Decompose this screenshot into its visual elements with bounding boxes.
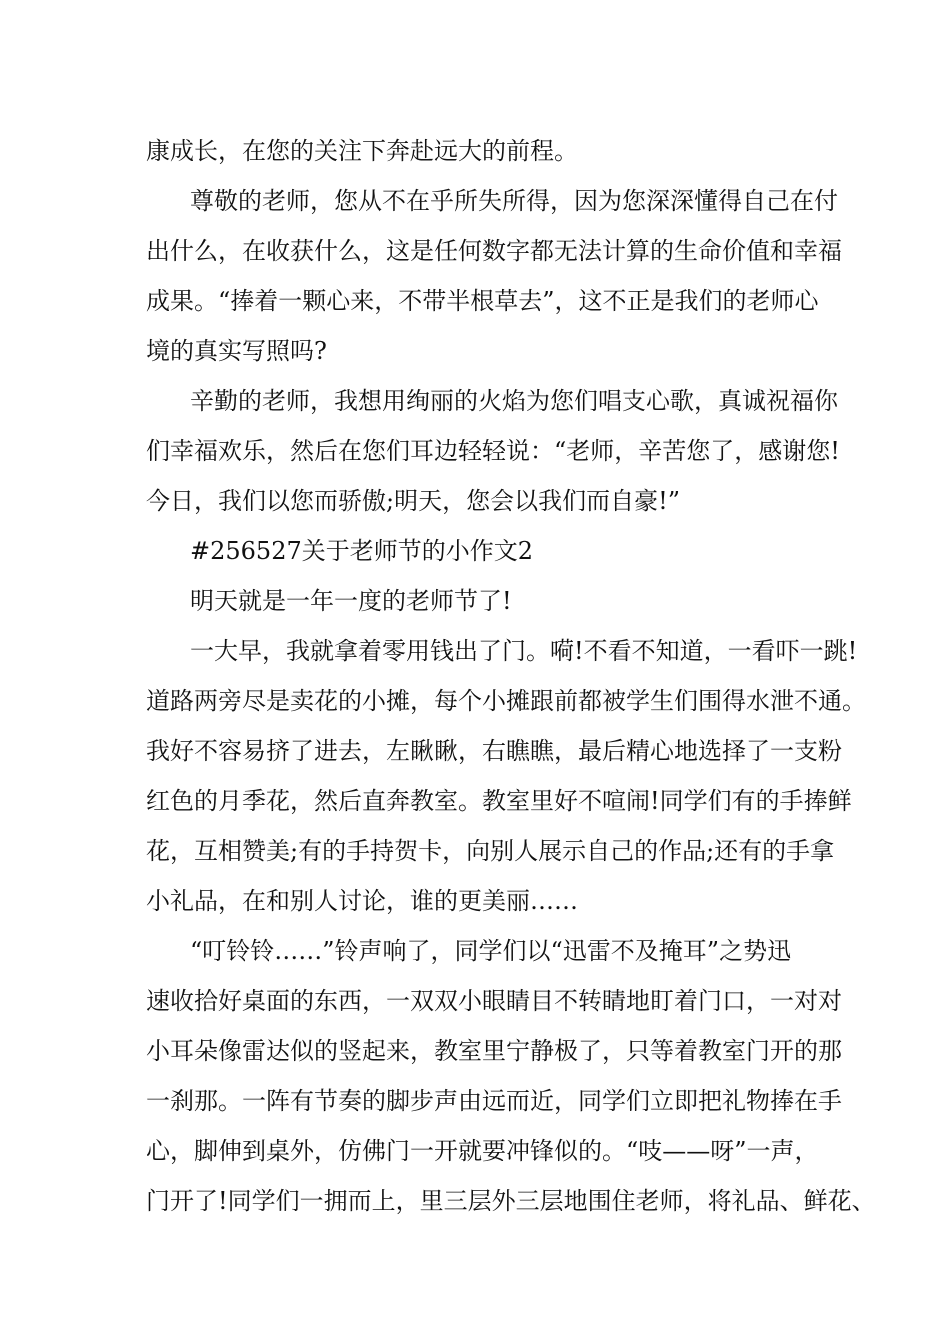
text-line: 门开了!同学们一拥而上，里三层外三层地围住老师，将礼品、鲜花、: [146, 1187, 876, 1215]
text-line: 康成长，在您的关注下奔赴远大的前程。: [146, 137, 578, 165]
text-line: 小耳朵像雷达似的竖起来，教室里宁静极了，只等着教室门开的那: [146, 1037, 842, 1065]
text-line: 境的真实写照吗?: [146, 337, 327, 365]
text-line: 速收拾好桌面的东西，一双双小眼睛目不转睛地盯着门口，一对对: [146, 987, 842, 1015]
text-line: 辛勤的老师，我想用绚丽的火焰为您们唱支心歌，真诚祝福你: [190, 387, 838, 415]
text-line: 出什么，在收获什么，这是任何数字都无法计算的生命价值和幸福: [146, 237, 842, 265]
text-line: 们幸福欢乐，然后在您们耳边轻轻说：“老师，辛苦您了，感谢您!: [146, 437, 840, 465]
text-line: 我好不容易挤了进去，左瞅瞅，右瞧瞧，最后精心地选择了一支粉: [146, 737, 842, 765]
text-line: “叮铃铃……”铃声响了，同学们以“迅雷不及掩耳”之势迅: [190, 937, 792, 965]
text-line: 一大早，我就拿着零用钱出了门。嗬!不看不知道，一看吓一跳!: [190, 637, 858, 665]
section-heading: #256527关于老师节的小作文2: [190, 537, 533, 565]
text-line: 花，互相赞美;有的手持贺卡，向别人展示自己的作品;还有的手拿: [146, 837, 835, 865]
text-line: 一刹那。一阵有节奏的脚步声由远而近，同学们立即把礼物捧在手: [146, 1087, 842, 1115]
text-line: 小礼品，在和别人讨论，谁的更美丽……: [146, 887, 578, 915]
text-line: 成果。“捧着一颗心来，不带半根草去”，这不正是我们的老师心: [146, 287, 819, 315]
text-line: 尊敬的老师，您从不在乎所失所得，因为您深深懂得自己在付: [190, 187, 838, 215]
text-line: 道路两旁尽是卖花的小摊，每个小摊跟前都被学生们围得水泄不通。: [146, 687, 866, 715]
text-line: 红色的月季花，然后直奔教室。教室里好不喧闹!同学们有的手捧鲜: [146, 787, 852, 815]
text-line: 明天就是一年一度的老师节了!: [190, 587, 512, 615]
text-line: 今日，我们以您而骄傲;明天，您会以我们而自豪!”: [146, 487, 680, 515]
text-line: 心，脚伸到桌外，仿佛门一开就要冲锋似的。“吱——呀”一声，: [146, 1137, 819, 1165]
